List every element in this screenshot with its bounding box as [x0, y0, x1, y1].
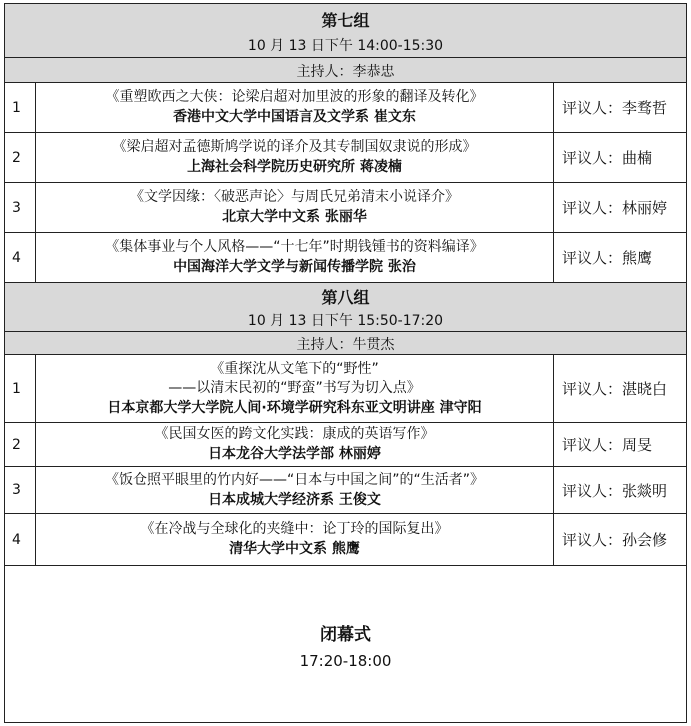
- reviewer: 评议人：周旻: [562, 436, 653, 454]
- schedule-table: [4, 3, 687, 723]
- reviewer: 评议人：张燚明: [562, 481, 668, 500]
- paper-cell: [36, 233, 554, 282]
- paper-number: 1: [5, 83, 36, 132]
- group-time: 10 月 13 日下午 14:00-15:30: [247, 38, 444, 54]
- paper-title: 《饭仓照平眼里的竹内好——“日本与中国之间”的“生活者”》: [104, 471, 484, 488]
- paper-number: 2: [5, 423, 36, 466]
- paper-cell: [36, 83, 554, 132]
- group-header: [5, 4, 686, 83]
- closing-title: 闭幕式: [320, 625, 371, 645]
- closing-time: 17:20-18:00: [299, 652, 392, 670]
- group-header: [5, 283, 686, 355]
- paper-number: 3: [5, 183, 36, 232]
- reviewer: 评议人：李骛哲: [562, 99, 668, 117]
- paper-cell: [36, 355, 554, 422]
- paper-cell: [36, 514, 554, 565]
- paper-number: 3: [5, 467, 36, 513]
- paper-title: 《梁启超对孟德斯鸠学说的译介及其专制国奴隶说的形成》: [112, 139, 477, 155]
- paper-affiliation: 北京大学中文系 张丽华: [222, 209, 367, 225]
- paper-title: 《在冷战与全球化的夹缝中：论丁玲的国际复出》: [140, 521, 449, 537]
- paper-title: 《集体事业与个人风格——“十七年”时期钱锺书的资料编译》: [105, 239, 484, 255]
- paper-affiliation: 清华大学中文系 熊鹰: [229, 541, 360, 557]
- paper-title: 《民国女医的跨文化实践：康成的英语写作》: [154, 426, 435, 442]
- paper-number: 4: [5, 233, 36, 282]
- closing-ceremony: [5, 566, 686, 723]
- paper-row: [5, 355, 686, 423]
- group-title: 第八组: [321, 288, 370, 307]
- paper-cell: [36, 183, 554, 232]
- paper-cell: [36, 133, 554, 182]
- paper-title: 《重塑欧西之大侠：论梁启超对加里波的形象的翻译及转化》: [105, 89, 484, 105]
- paper-number: 2: [5, 133, 36, 182]
- paper-affiliation: 香港中文大学中国语言及文学系 崔文东: [173, 109, 416, 125]
- paper-title: 《文学因缘：〈破恶声论〉与周氏兄弟清末小说译介》: [130, 189, 459, 205]
- paper-title: 《重探沈从文笔下的“野性”: [210, 360, 379, 377]
- paper-row: [5, 133, 686, 183]
- reviewer: 评议人：林丽婷: [562, 199, 668, 217]
- group-host: 主持人：牛贯杰: [296, 337, 395, 353]
- paper-row: [5, 233, 686, 283]
- group-time: 10 月 13 日下午 15:50-17:20: [247, 313, 444, 329]
- paper-affiliation: 日本龙谷大学法学部 林丽婷: [208, 446, 381, 462]
- paper-cell: [36, 423, 554, 466]
- paper-number: 1: [5, 355, 36, 422]
- reviewer: 评议人：曲楠: [562, 149, 653, 167]
- paper-affiliation: 中国海洋大学文学与新闻传播学院 张治: [173, 259, 416, 275]
- reviewer: 评议人：熊鹰: [562, 249, 653, 267]
- group-host: 主持人：李恭忠: [296, 64, 395, 80]
- paper-row: [5, 467, 686, 514]
- paper-row: [5, 423, 686, 467]
- reviewer: 评议人：湛晓白: [562, 380, 668, 398]
- header-divider: [5, 57, 686, 58]
- paper-affiliation: 日本京都大学大学院人间·环境学研究科东亚文明讲座 津守阳: [107, 399, 482, 416]
- paper-cell: [36, 467, 554, 513]
- group-title: 第七组: [321, 11, 370, 30]
- paper-subtitle: ——以清末民初的“野蛮”书写为切入点》: [168, 379, 421, 396]
- paper-affiliation: 上海社会科学院历史研究所 蒋凌楠: [187, 159, 402, 175]
- paper-number: 4: [5, 514, 36, 565]
- paper-row: [5, 183, 686, 233]
- reviewer: 评议人：孙会修: [562, 531, 668, 549]
- paper-row: [5, 83, 686, 133]
- header-divider: [5, 331, 686, 332]
- paper-row: [5, 514, 686, 566]
- paper-affiliation: 日本成城大学经济系 王俊文: [208, 491, 381, 508]
